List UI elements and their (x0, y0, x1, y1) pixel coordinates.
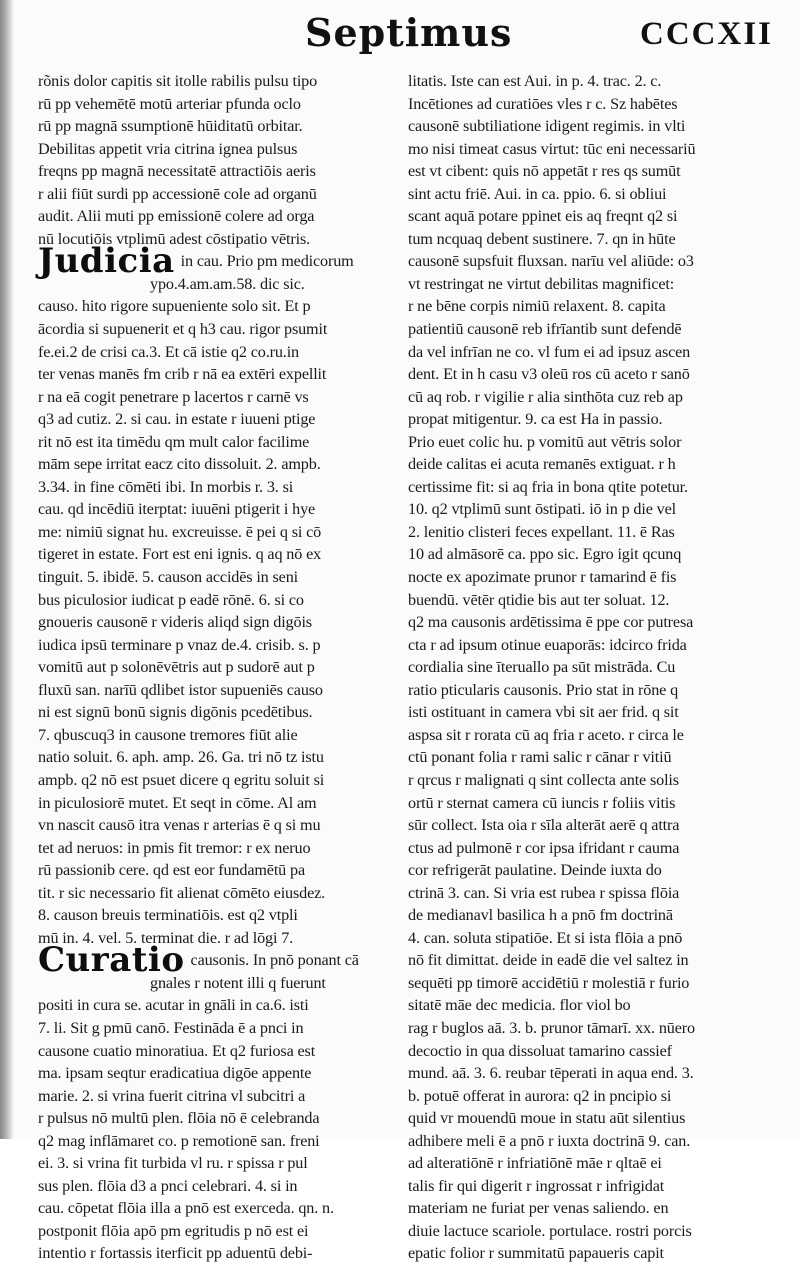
text-line: r pulsus nō multū plen. flōia nō ē celebranda (38, 1109, 320, 1128)
text-line: ei. 3. si vrina fit turbida vl ru. r spissa r pul (38, 1154, 308, 1173)
text-line: Incētiones ad curatiōes vles r c. Sz habētes (408, 94, 678, 113)
text-line: nū locutiōis vtplimū adest cōstipatio vētris. (38, 229, 311, 248)
text-line: ma. ipsam seqtur eradicatiua digōe appente (38, 1064, 312, 1083)
section-heading-curatio: Curatio (38, 940, 185, 981)
text-line: q3 ad cutiz. 2. si cau. in estate r iuueni ptige (38, 410, 316, 429)
text-line: cta r ad ipsum otinue euaporās: idcirco frida (408, 635, 687, 654)
text-line: marie. 2. si vrina fuerit citrina vl subcitri a (38, 1086, 306, 1105)
text-line: mund. aā. 3. 6. reubar tēperati in aqua end. 3. (408, 1064, 694, 1083)
left-column-opening (38, 70, 396, 250)
text-line: deide calitas ei acuta remanēs extiguat. r h (408, 455, 676, 474)
running-title: Septimus (305, 10, 513, 55)
curatio-heading-line (38, 940, 396, 981)
text-line: causonē subtiliatione idigent regimis. in vlti (408, 117, 686, 136)
curatio-text (38, 994, 396, 1265)
text-line: epatic folior r summitatū papaueris capit (408, 1244, 664, 1263)
text-line: ortū r sternat camera cū iuncis r foliis vitis (408, 793, 676, 812)
text-line: intentio r fortassis iterficit pp aduentū debi- (38, 1244, 313, 1263)
curatio-line: causonis. In pnō ponant cā (190, 951, 359, 970)
text-line: sint actu friē. Aui. in ca. ppio. 6. si obliui (408, 184, 667, 203)
text-line: tit. r sic necessario fit alienat cōmēto eiusdez. (38, 883, 326, 902)
text-line: cordialia sine īteruallo pa sūt mistrāda. Cu (408, 658, 676, 677)
text-line: nō fit dimittat. deide in eadē die vel saltez in (408, 951, 689, 970)
text-line: tum ncquaq debent sustinere. 7. qn in hūte (408, 229, 676, 248)
text-line: 2. lenitio clisteri feces expellant. 11. ē Ras (408, 522, 675, 541)
text-line: sus plen. flōia d3 a pnci celebrari. 4. si in (38, 1176, 298, 1195)
text-line: fe.ei.2 de crisi ca.3. Et cā istie q2 co.ru.in (38, 342, 299, 361)
text-line: ctrinā 3. can. Si vria est rubea r spissa flōia (408, 883, 680, 902)
text-line: 3.34. in fine cōmēti ibi. In morbis r. 3. si (38, 477, 294, 496)
text-line: bus piculosior iudicat p eadē rōnē. 6. si co (38, 590, 304, 609)
text-line: r na eā cogit penetrare p lacertos r carnē vs (38, 387, 309, 406)
binding-shadow (0, 0, 14, 1139)
text-line: iudica ipsū terminare p vnaz de.4. crisib. s. p (38, 635, 321, 654)
section-heading-judicia: Judicia (38, 241, 175, 282)
text-line: mām sepe irritat eacz cito dissoluit. 2. ampb. (38, 455, 321, 474)
text-line: sūr collect. Ista oia r sīla alterāt aerē q attra (408, 816, 680, 835)
text-line: postponit flōia apō pm egritudis p nō est ei (38, 1221, 309, 1240)
text-line: litatis. Iste can est Aui. in p. 4. trac. 2. c. (408, 72, 662, 90)
text-line: Debilitas appetit vria citrina ignea pulsus (38, 139, 298, 158)
text-line: ctus ad pulmonē r cor ipsa ifridant r cauma (408, 838, 680, 857)
text-line: da vel infrīan ne co. vl fum ei ad ipsuz ascen (408, 342, 691, 361)
text-line: quid vr mouendū moue in statu aūt silentius (408, 1109, 686, 1128)
text-line: adhibere meli ē a pnō r iuxta doctrinā 9. can. (408, 1131, 691, 1150)
running-head (0, 4, 800, 64)
text-line: rit nō est ita timēdu qm mult calor facilime (38, 432, 310, 451)
text-line: vn nascit causō itra venas r arterias ē q si mu (38, 816, 321, 835)
text-line: nocte ex apozimate prunor r tamarind ē fis (408, 568, 677, 587)
folio-number: CCCXII (640, 16, 774, 52)
right-column-text (408, 70, 760, 1265)
text-line: ad alteratiōnē r infriatiōnē māe r qltaē ei (408, 1154, 662, 1173)
text-line: q2 ma causonis ardētissima ē ppe cor putresa (408, 613, 694, 632)
text-line: 4. can. soluta stipatiōe. Et si ista flōia a pnō (408, 928, 683, 947)
text-line: in piculosiorē mutet. Et seqt in cōme. Al am (38, 793, 317, 812)
text-line: tet ad neruos: in pmis fit tremor: r ex neruo (38, 838, 311, 857)
judicia-text (38, 295, 396, 949)
text-line: diuie lactuce scariole. portulace. rostri porcis (408, 1221, 692, 1240)
text-line: causo. hito rigore supueniente solo sit. Et p (38, 297, 311, 316)
text-line: r qrcus r malignati q sint collecta ante solis (408, 770, 679, 789)
text-line: causonē supsfuit fluxsan. narīu vel aliūde: o3 (408, 252, 694, 271)
text-line: ni est signū bonū signis digōnis pcedētibus. (38, 703, 313, 722)
text-line: sitatē māe dec medicia. flor viol bo (408, 996, 631, 1015)
text-line: ratio pticularis causonis. Prio stat in rōne q (408, 680, 679, 699)
text-line: rag r buglos aā. 3. b. prunor tāmarī. xx. nūero (408, 1018, 695, 1037)
text-line: r alii fiūt surdi pp accessionē cole ad organū (38, 184, 317, 203)
text-line: patientiū causonē reb ifrīantib sunt defendē (408, 320, 682, 339)
text-line: buendū. vētēr qtidie bis aut ter soluat. 12. (408, 590, 670, 609)
text-line: tinguit. 5. ibidē. 5. causon accidēs in seni (38, 568, 298, 587)
text-line: gnoueris causonē r videris aliqd sign digōis (38, 613, 312, 632)
text-line: ctū ponant folia r rami salic r cānar r vitiū (408, 748, 672, 767)
text-line: isti ostituant in camera vbi sit aer frid. q sit (408, 703, 679, 722)
text-line: sequēti pp timorē accidētiū r molestiā r furio (408, 973, 690, 992)
text-line: positi in cura se. acutar in gnāli in ca.6. isti (38, 996, 309, 1015)
text-line: q2 mag inflāmaret co. p remotionē san. freni (38, 1131, 320, 1150)
text-line: materiam ne furiat per venas saliendo. en (408, 1199, 669, 1218)
text-line: propat mitigentur. 9. ca est Ha in passio. (408, 410, 663, 429)
text-line: dent. Et in h casu v3 oleū ros cū aceto r sanō (408, 365, 690, 384)
text-line: 10 ad almāsorē ca. ppo sic. Egro igit qcunq (408, 545, 682, 564)
text-line: mū in. 4. vel. 5. terminat die. r ad lōgi 7. (38, 928, 294, 947)
text-line: est vt cibent: quis nō appetāt r res qs sumūt (408, 162, 681, 181)
text-line: ampb. q2 nō est psuet dicere q egritu soluit si (38, 770, 325, 789)
text-line: rū pp vehemētē motū arteriar pfunda oclo (38, 94, 301, 113)
text-line: rõnis dolor capitis sit itolle rabilis pulsu tipo (38, 72, 318, 90)
text-line: audit. Alii muti pp emissionē colere ad orga (38, 207, 315, 226)
text-line: r ne bēne corpis nimiū relaxent. 8. capita (408, 297, 666, 316)
text-line: de medianavl basilica h a pnō fm doctrinā (408, 906, 673, 925)
text-line: ācordia si supuenerit et q h3 cau. rigor psumit (38, 320, 328, 339)
text-line: b. potuē offerat in aurora: q2 in pncipio si (408, 1086, 672, 1105)
judicia-line: ypo.4.am.am.58. dic sic. (150, 274, 305, 293)
text-line: 7. li. Sit g pmū canō. Festināda ē a pnci in (38, 1018, 304, 1037)
text-line: decoctio in qua dissoluat tamarino cassief (408, 1041, 672, 1060)
text-line: cū aq rob. r vigilie r alia sinthōta cuz reb ap (408, 387, 683, 406)
text-line: Prio euet colic hu. p vomitū aut vētris solor (408, 432, 682, 451)
right-column (408, 70, 760, 1265)
text-line: vomitū aut p solonēvētris aut p sudorē aut p (38, 658, 315, 677)
text-line: me: nimiū signat hu. excreuisse. ē pei q si cō (38, 522, 322, 541)
text-line: 8. causon breuis terminatiōis. est q2 vtpli (38, 906, 298, 925)
text-line: vt restringat ne virtut debilitas magnificet: (408, 274, 675, 293)
text-line: mo nisi timeat casus virtut: tūc eni necessariū (408, 139, 696, 158)
text-line: scant aquā potare ppinet eis aq freqnt q2 si (408, 207, 678, 226)
judicia-line: in cau. Prio pm medicorum (180, 252, 354, 271)
text-line: tigeret in estate. Fort est eni ignis. q aq nō ex (38, 545, 322, 564)
judicia-heading-line (38, 241, 396, 282)
text-line: 7. qbuscuq3 in causone tremores fiūt alie (38, 725, 298, 744)
curatio-line: gnales r notent illi q fuerunt (150, 973, 326, 992)
text-line: cau. cōpetat flōia illa a pnō est exerceda. qn. n. (38, 1199, 334, 1218)
text-line: causone cuatio minoratiua. Et q2 furiosa est (38, 1041, 316, 1060)
text-line: natio soluit. 6. aph. amp. 26. Ga. tri nō tz istu (38, 748, 324, 767)
text-line: fluxū san. narīū qdlibet istor supueniēs causo (38, 680, 323, 699)
text-line: cor refrigerāt paulatine. Deinde iuxta do (408, 861, 662, 880)
text-line: rū pp magnā ssumptionē hūiditatū orbitar. (38, 117, 303, 136)
text-line: certissime fit: si aq fria in bona qtite potetur. (408, 477, 688, 496)
text-line: 10. q2 vtplimū sunt ōstipati. iō in p die vel (408, 500, 676, 519)
text-line: ter venas manēs fm crib r nā ea extēri expellit (38, 365, 327, 384)
text-line: cau. qd incēdiū iterptat: iuuēni ptigerit i hye (38, 500, 316, 519)
text-line: freqns pp magnā necessitatē attractiōis aeris (38, 162, 316, 181)
text-line: talis fir qui digerit r ingrossat r infrigidat (408, 1176, 665, 1195)
text-line: aspsa sit r rorata cū aq fria r aceto. r circa le (408, 725, 684, 744)
text-line: rū passionib cere. qd est eor fundamētū pa (38, 861, 305, 880)
left-column (38, 70, 396, 1265)
